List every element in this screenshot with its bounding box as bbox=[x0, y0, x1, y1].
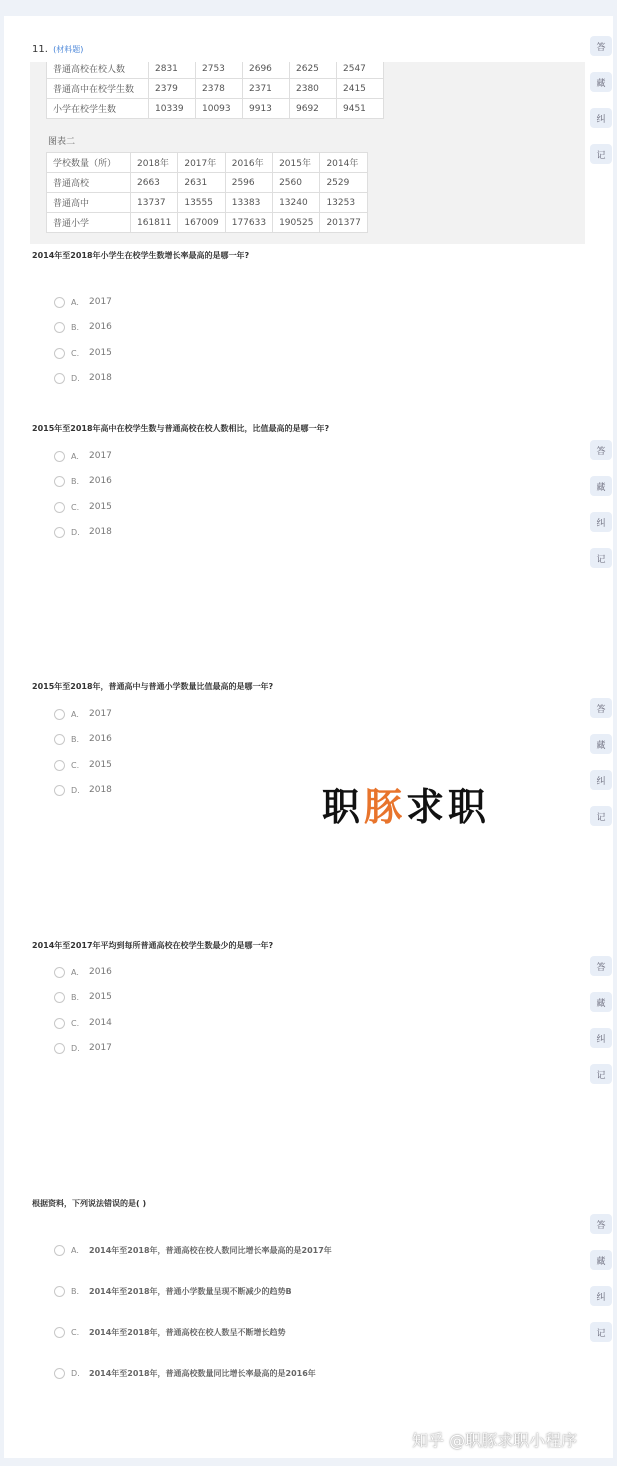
radio-button[interactable] bbox=[54, 476, 65, 487]
option-letter: D. bbox=[71, 373, 80, 383]
answer-button[interactable]: 答 bbox=[590, 698, 612, 718]
question-3-option-d[interactable] bbox=[54, 783, 112, 797]
question-5-option-c[interactable] bbox=[54, 1325, 286, 1339]
favorite-button[interactable]: 藏 bbox=[590, 476, 612, 496]
table-cell: 13240 bbox=[273, 193, 320, 213]
table-cell: 13383 bbox=[225, 193, 272, 213]
table-cell: 普通高校 bbox=[47, 173, 131, 193]
option-text: 2016 bbox=[89, 734, 112, 744]
table-row bbox=[47, 213, 368, 233]
table-row bbox=[47, 173, 368, 193]
option-letter: B. bbox=[71, 476, 80, 486]
favorite-button[interactable]: 藏 bbox=[590, 72, 612, 92]
answer-button[interactable]: 答 bbox=[590, 956, 612, 976]
option-letter: A. bbox=[71, 297, 79, 307]
table-cell: 2560 bbox=[273, 173, 320, 193]
option-letter: C. bbox=[71, 1327, 80, 1337]
favorite-button[interactable]: 藏 bbox=[590, 992, 612, 1012]
note-button[interactable]: 记 bbox=[590, 548, 612, 568]
table-cell: 2371 bbox=[243, 79, 290, 99]
option-letter: A. bbox=[71, 709, 79, 719]
material-table-1 bbox=[46, 62, 384, 119]
option-letter: B. bbox=[71, 322, 80, 332]
question-3-text: 2015年至2018年，普通高中与普通小学数量比值最高的是哪一年? bbox=[32, 682, 274, 691]
table-cell: 167009 bbox=[178, 213, 225, 233]
table-cell: 161811 bbox=[131, 213, 178, 233]
table-header-cell: 2017年 bbox=[178, 153, 225, 173]
option-text: 2016 bbox=[89, 476, 112, 486]
table-header-row bbox=[47, 153, 368, 173]
report-error-button[interactable]: 纠 bbox=[590, 108, 612, 128]
table-cell: 177633 bbox=[225, 213, 272, 233]
question-1-option-d[interactable] bbox=[54, 371, 112, 385]
option-text: 2017 bbox=[89, 1043, 112, 1053]
note-button[interactable]: 记 bbox=[590, 806, 612, 826]
question-number bbox=[32, 44, 83, 55]
table-header-cell: 2018年 bbox=[131, 153, 178, 173]
option-text: 2014年至2018年，普通小学数量呈现不断减少的趋势B bbox=[89, 1286, 292, 1296]
question-3-option-c[interactable] bbox=[54, 758, 112, 772]
table-header-cell: 学校数量（所） bbox=[47, 153, 131, 173]
question-5-option-a[interactable] bbox=[54, 1243, 332, 1257]
option-text: 2015 bbox=[89, 760, 112, 770]
table-cell: 2753 bbox=[196, 62, 243, 79]
question-2-text: 2015年至2018年高中在校学生数与普通高校在校人数相比，比值最高的是哪一年? bbox=[32, 424, 330, 433]
radio-button[interactable] bbox=[54, 760, 65, 771]
option-text: 2017 bbox=[89, 709, 112, 719]
question-1-option-c[interactable] bbox=[54, 346, 112, 360]
radio-button[interactable] bbox=[54, 348, 65, 359]
table-cell: 2631 bbox=[178, 173, 225, 193]
table-header-cell: 2015年 bbox=[273, 153, 320, 173]
radio-button[interactable] bbox=[54, 322, 65, 333]
option-text: 2017 bbox=[89, 297, 112, 307]
table-cell: 2378 bbox=[196, 79, 243, 99]
radio-button[interactable] bbox=[54, 1327, 65, 1338]
question-1-text: 2014年至2018年小学生在校学生数增长率最高的是哪一年? bbox=[32, 251, 250, 260]
table-cell: 2831 bbox=[149, 62, 196, 79]
option-text: 2015 bbox=[89, 502, 112, 512]
table-cell: 9913 bbox=[243, 99, 290, 119]
option-text: 2018 bbox=[89, 527, 112, 537]
option-letter: D. bbox=[71, 527, 80, 537]
report-error-button[interactable]: 纠 bbox=[590, 770, 612, 790]
note-button[interactable]: 记 bbox=[590, 144, 612, 164]
radio-button[interactable] bbox=[54, 967, 65, 978]
option-letter: A. bbox=[71, 967, 79, 977]
report-error-button[interactable]: 纠 bbox=[590, 1028, 612, 1048]
radio-button[interactable] bbox=[54, 1018, 65, 1029]
option-text: 2014年至2018年，普通高校在校人数同比增长率最高的是2017年 bbox=[89, 1245, 332, 1255]
table-cell: 2415 bbox=[337, 79, 384, 99]
option-text: 2015 bbox=[89, 348, 112, 358]
radio-button[interactable] bbox=[54, 373, 65, 384]
table-cell: 13737 bbox=[131, 193, 178, 213]
table-cell: 小学在校学生数 bbox=[47, 99, 149, 119]
table-cell: 普通高中在校学生数 bbox=[47, 79, 149, 99]
table-row bbox=[47, 79, 384, 99]
table-header-cell: 2014年 bbox=[320, 153, 367, 173]
question-4-option-d[interactable] bbox=[54, 1041, 112, 1055]
table-row bbox=[47, 62, 384, 79]
question-5-option-b[interactable] bbox=[54, 1284, 292, 1298]
brand-logo bbox=[322, 776, 490, 831]
question-type-tag: (材料题) bbox=[53, 45, 84, 54]
logo-text: 职 bbox=[322, 785, 365, 829]
chart-2-title: 图表二 bbox=[48, 137, 76, 147]
option-text: 2017 bbox=[89, 451, 112, 461]
question-2-option-a[interactable] bbox=[54, 449, 112, 463]
option-text: 2016 bbox=[89, 967, 112, 977]
table-cell: 2625 bbox=[290, 62, 337, 79]
answer-button[interactable]: 答 bbox=[590, 440, 612, 460]
note-button[interactable]: 记 bbox=[590, 1322, 612, 1342]
table-cell: 10093 bbox=[196, 99, 243, 119]
table-row bbox=[47, 193, 368, 213]
option-letter: C. bbox=[71, 760, 80, 770]
question-2-option-c[interactable] bbox=[54, 500, 112, 514]
option-letter: B. bbox=[71, 992, 80, 1002]
option-text: 2014年至2018年，普通高校在校人数呈不断增长趋势 bbox=[89, 1327, 286, 1337]
table-cell: 2379 bbox=[149, 79, 196, 99]
logo-accent-text: 豚 bbox=[364, 785, 407, 829]
note-button[interactable]: 记 bbox=[590, 1064, 612, 1084]
table-cell: 2663 bbox=[131, 173, 178, 193]
option-letter: A. bbox=[71, 451, 79, 461]
radio-button[interactable] bbox=[54, 451, 65, 462]
answer-button[interactable]: 答 bbox=[590, 1214, 612, 1234]
table-cell: 2696 bbox=[243, 62, 290, 79]
option-letter: B. bbox=[71, 734, 80, 744]
radio-button[interactable] bbox=[54, 297, 65, 308]
radio-button[interactable] bbox=[54, 992, 65, 1003]
report-error-button[interactable]: 纠 bbox=[590, 1286, 612, 1306]
table-cell: 2529 bbox=[320, 173, 367, 193]
option-letter: C. bbox=[71, 502, 80, 512]
option-text: 2016 bbox=[89, 322, 112, 332]
report-error-button[interactable]: 纠 bbox=[590, 512, 612, 532]
option-text: 2018 bbox=[89, 373, 112, 383]
table-cell: 13555 bbox=[178, 193, 225, 213]
question-4-option-b[interactable] bbox=[54, 990, 112, 1004]
option-letter: A. bbox=[71, 1245, 79, 1255]
option-letter: D. bbox=[71, 785, 80, 795]
material-panel bbox=[30, 62, 585, 244]
table-header-cell: 2016年 bbox=[225, 153, 272, 173]
radio-button[interactable] bbox=[54, 1368, 65, 1379]
logo-text: 求职 bbox=[406, 785, 491, 829]
question-3-option-b[interactable] bbox=[54, 732, 112, 746]
question-1-option-a[interactable] bbox=[54, 295, 112, 309]
radio-button[interactable] bbox=[54, 734, 65, 745]
option-letter: B. bbox=[71, 1286, 80, 1296]
table-cell: 10339 bbox=[149, 99, 196, 119]
table-cell: 9451 bbox=[337, 99, 384, 119]
table-cell: 13253 bbox=[320, 193, 367, 213]
favorite-button[interactable]: 藏 bbox=[590, 1250, 612, 1270]
table-cell: 2380 bbox=[290, 79, 337, 99]
radio-button[interactable] bbox=[54, 1286, 65, 1297]
table-cell: 201377 bbox=[320, 213, 367, 233]
question-4-option-c[interactable] bbox=[54, 1016, 112, 1030]
question-4-text: 2014年至2017年平均到每所普通高校在校学生数最少的是哪一年? bbox=[32, 941, 274, 950]
question-number-label: 11. bbox=[32, 44, 48, 55]
question-2-option-b[interactable] bbox=[54, 474, 112, 488]
radio-button[interactable] bbox=[54, 502, 65, 513]
answer-button[interactable]: 答 bbox=[590, 36, 612, 56]
table-row bbox=[47, 99, 384, 119]
question-1-option-b[interactable] bbox=[54, 320, 112, 334]
table-cell: 普通小学 bbox=[47, 213, 131, 233]
question-3-option-a[interactable] bbox=[54, 707, 112, 721]
question-2-option-d[interactable] bbox=[54, 525, 112, 539]
option-letter: C. bbox=[71, 348, 80, 358]
table-cell: 2547 bbox=[337, 62, 384, 79]
table-cell: 2596 bbox=[225, 173, 272, 193]
table-cell: 普通高校在校人数 bbox=[47, 62, 149, 79]
table-cell: 9692 bbox=[290, 99, 337, 119]
option-letter: D. bbox=[71, 1368, 80, 1378]
option-text: 2014 bbox=[89, 1018, 112, 1028]
watermark: 知乎 @职豚求职小程序 bbox=[412, 1431, 578, 1450]
radio-button[interactable] bbox=[54, 1245, 65, 1256]
question-4-option-a[interactable] bbox=[54, 965, 112, 979]
radio-button[interactable] bbox=[54, 785, 65, 796]
question-5-option-d[interactable] bbox=[54, 1366, 316, 1380]
option-text: 2014年至2018年，普通高校数量同比增长率最高的是2016年 bbox=[89, 1368, 316, 1378]
table-cell: 190525 bbox=[273, 213, 320, 233]
radio-button[interactable] bbox=[54, 709, 65, 720]
table-cell: 普通高中 bbox=[47, 193, 131, 213]
material-table-2 bbox=[46, 152, 368, 233]
radio-button[interactable] bbox=[54, 527, 65, 538]
option-text: 2018 bbox=[89, 785, 112, 795]
radio-button[interactable] bbox=[54, 1043, 65, 1054]
option-text: 2015 bbox=[89, 992, 112, 1002]
option-letter: C. bbox=[71, 1018, 80, 1028]
question-5-text: 根据资料，下列说法错误的是( ) bbox=[32, 1199, 147, 1208]
option-letter: D. bbox=[71, 1043, 80, 1053]
favorite-button[interactable]: 藏 bbox=[590, 734, 612, 754]
